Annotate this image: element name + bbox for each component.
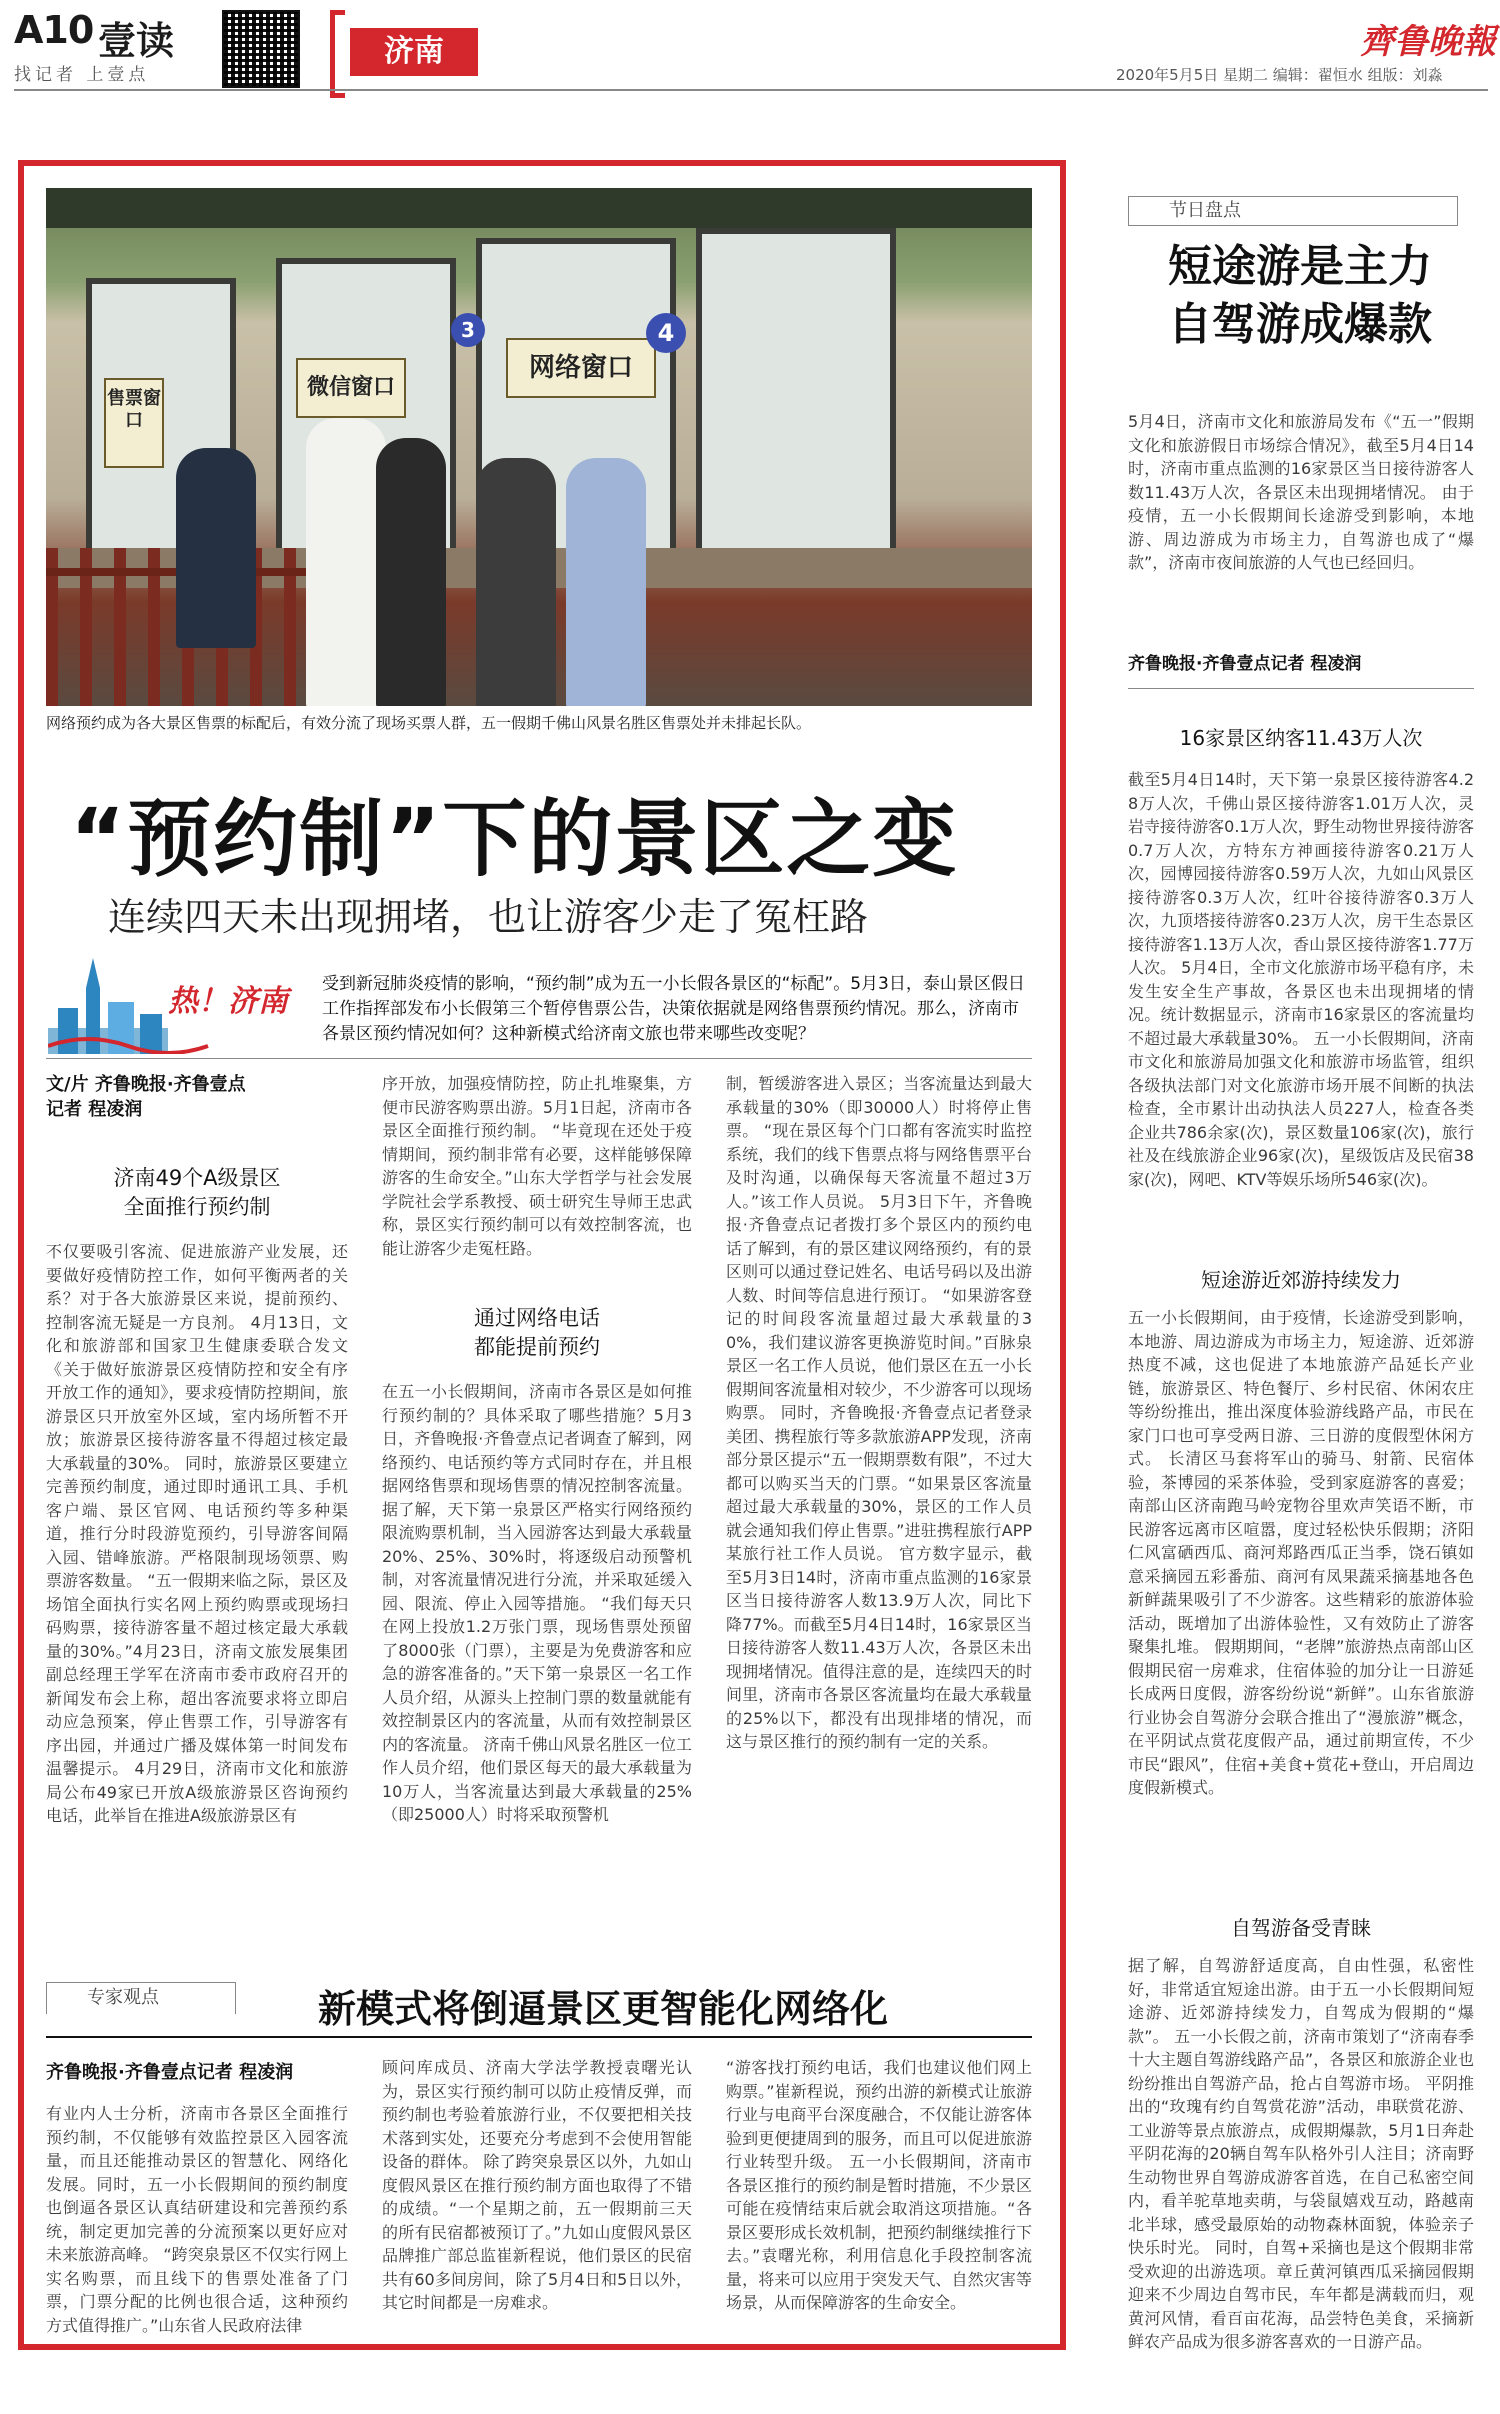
person-silhouette [566,458,646,706]
right-text-1: 截至5月4日14时，天下第一泉景区接待游客4.28万人次，千佛山景区接待游客1.01万人次，灵岩寺接待游客0.1万人次，野生动物世界接待游客0.7万人次，方特东方神画接待游客0.21万人次，园博园接待游客0.59万人次，九如山风景区接待游客0.3万人次，红叶谷接待游客0.3万人次，九顶塔接待游客0.23万人次，房干生态景区接待游客1.13万人次，香山景区接待游客1.77万人次。 5月4日，全市文化旅游市场平稳有序，未发生安全生产事故，各景区也未出现拥堵的情况。统计数据显示，济南市16家景区的客流量均不超过最大承载量30%。 五一小长假期间，济南市文化和旅游局加强文化和旅游市场监管，组织各级执法部门对文化旅游市场开展不间断的执法检查，全市累计出动执法人员227人，检查各类企业共786余家(次)，景区数量106家(次)，旅行社及在线旅游企业96家(次)，星级饭店及民宿38家(次)，网吧、KTV等娱乐场所546家(次)。 [1128,770,1474,1189]
person-silhouette [476,458,556,706]
lede-divider [46,1058,1032,1059]
right-text-3: 据了解，自驾游舒适度高，自由性强，私密性好，非常适宜短途出游。由于五一小长假期间短途游、近郊游持续发力，自驾成为假期的“爆款”。 五一小长假之前，济南市策划了“济南春季十大主题自驾游线路产品”，各景区和旅游企业也纷纷推出自驾游产品，抢占自驾游市场。 平阴推出的“玫瑰有约自驾赏花游”活动，串联赏花游、工业游等景点旅游点，成假期爆款，5月1日奔赴平阴花海的20辆自驾车队格外引人注目；济南野生动物世界自驾游成游客首选，在自己私密空间内，看羊驼草地卖萌，与袋鼠嬉戏互动，路越南北半球，感受最原始的动物森林面貌，体验亲子快乐时光。 同时，自驾+采摘也是这个假期非常受欢迎的出游选项。章丘黄河镇西瓜采摘园假期迎来不少周边自驾市民，车年都是满载而归，观黄河风情，看百亩花海，品尝特色美食，采摘新鲜农产品成为很多游客喜欢的一日游产品。 [1128,1956,1474,2351]
right-subtitle-self-drive: 自驾游备受青睐 [1231,1916,1371,1940]
newspaper-logo: 齊鲁晚報 [1360,22,1496,62]
expert-tag: 专家观点 [46,1982,236,2014]
person-silhouette [306,418,386,706]
right-divider [1128,688,1474,689]
expert-byline: 齐鲁晚报·齐鲁壹点记者 程凌润 [46,2062,294,2083]
window-sign-3: 网络窗口 [506,338,656,398]
page-name: 壹读 [98,19,175,63]
expert-divider [46,2036,1032,2038]
right-headline-line2: 自驾游成爆款 [1168,299,1432,350]
main-headline: “预约制”下的景区之变 [70,790,959,888]
expert-col-2: 顾问库成员、济南大学法学教授袁曙光认为，景区实行预约制可以防止疫情反弹，而预约制也考验着旅游行业，不仅要把相关技术落到实处，还要充分考虑到不会使用智能设备的群体。 除了跨突泉景区以外，九如山度假风景区在推行预约制方面也取得了不错的成绩。“一个星期之前，五一假期前三天的所有民宿都被预订了。”九如山度假风景区品牌推广部总监崔新程说，他们景区的民宿共有60多间房间，除了5月4日和5日以外，其它时间都是一房难求。 [382,2058,692,2312]
window-number-3: 3 [451,313,485,347]
right-subtitle-16-spots: 16家景区纳客11.43万人次 [1179,726,1423,750]
person-silhouette [176,448,256,648]
hot-jinan-label: 热！济南 [168,984,288,1019]
right-headline [1108,238,1492,354]
right-section-tag: 节日盘点 [1128,196,1458,226]
window-sign-2: 微信窗口 [296,358,406,418]
person-silhouette [376,438,446,706]
right-headline-line1: 短途游是主力 [1168,241,1432,292]
right-text-2: 五一小长假期间，由于疫情，长途游受到影响，本地游、周边游成为市场主力，短途游、近郊游热度不减，这也促进了本地旅游产品延长产业链，旅游景区、特色餐厅、乡村民宿、休闲农庄等纷纷推出，推出深度体验游线路产品，市民在家门口也可享受两日游、三日游的度假型休闲方式。 长清区马套将军山的骑马、射箭、民宿体验，茶博园的采茶体验，受到家庭游客的喜爱；南部山区济南跑马岭宠物谷里欢声笑语不断，市民游客远离市区喧嚣，度过轻松快乐假期；济阳仁风富硒西瓜、商河郑路西瓜正当季，饶石镇如意采摘园五彩番茄、商河有凤果蔬采摘基地各色新鲜蔬果吸引了不少游客。这些精彩的旅游体验活动，既增加了出游体验性，又有效防止了游客聚集扎堆。 假期期间，“老牌”旅游热点南部山区假期民宿一房难求，住宿体验的加分让一日游延长成两日度假，游客纷纷说“新鲜”。山东省旅游行业协会自驾游分会联合推出了“漫旅游”概念，在平阴试点赏花度假产品，通过前期宣传，不少市民“跟风”，住宿+美食+赏花+登山，开启周边度假新模式。 [1128,1308,1474,1797]
expert-col-1: 有业内人士分析，济南市各景区全面推行预约制，不仅能够有效监控景区入园客流量，而且还能推动景区的智慧化、网络化发展。同时，五一小长假期间的预约制度也倒逼各景区认真结研建设和完善预约系统，制定更加完善的分流预案以更好应对未来旅游高峰。 “跨突泉景区不仅实行网上实名购票，而且线下的售票处准备了门票，门票分配的比例也很合适，这种预约方式值得推广。”山东省人民政府法律 [46,2104,348,2335]
subtitle-a-level-spots: 济南49个A级景区 全面推行预约制 [113,1166,281,1219]
right-byline: 齐鲁晚报·齐鲁壹点记者 程凌润 [1128,654,1362,674]
sub-nav: 找记者 上壹点 [14,65,150,85]
main-lede: 受到新冠肺炎疫情的影响，“预约制”成为五一小长假各景区的“标配”。5月3日，泰山景区假日工作指挥部发布小长假第三个暂停售票公告，决策依据就是网络售票预约情况。那么，济南市各景区预约情况如何？这种新模式给济南文旅也带来哪些改变呢？ [322,974,1025,1044]
article-col-3: 制，暂缓游客进入景区；当客流量达到最大承载量的30%（即30000人）时将停止售票。 “现在景区每个门口都有客流实时监控系统，我们的线下售票点将与网络售票平台及时沟通，以确保每天客流量不超过3万人。”该工作人员说。 5月3日下午，齐鲁晚报·齐鲁壹点记者拨打多个景区内的预约电话了解到，有的景区建议网络预约，有的景区则可以通过登记姓名、电话号码以及出游人数、时间等信息进行预订。 “如果游客登记的时间段客流量超过最大承载量的30%，我们建议游客更换游览时间。”百脉泉景区一名工作人员说，他们景区在五一小长假期间客流量相对较少，不少游客可以现场购票。 同时，齐鲁晚报·齐鲁壹点记者登录美团、携程旅行等多款旅游APP发现，济南部分景区提示“五一假期票数有限”，不过大都可以购买当天的门票。“如果景区客流量超过最大承载量的30%，景区的工作人员就会通知我们停止售票。”进驻携程旅行APP某旅行社工作人员说。 官方数字显示，截至5月3日14时，济南市重点监测的16家景区当日接待游客人数13.9万人次，同比下降77%。而截至5月4日14时，16家景区当日接待游客人数11.43万人次，各景区未出现拥堵情况。值得注意的是，连续四天的时间里，济南市各景区客流量均在最大承载量的25%以下，都没有出现排堵的情况，而这与景区推行的预约制有一定的关系。 [726,1074,1032,1751]
right-subtitle-short-trips: 短途游近郊游持续发力 [1201,1268,1401,1292]
section-bracket [330,10,345,98]
window-number-4: 4 [646,313,686,353]
main-subhead: 连续四天未出现拥堵，也让游客少走了冤枉路 [108,895,869,939]
subtitle-online-phone: 通过网络电话 都能提前预约 [474,1306,600,1359]
article-col-1: 不仅要吸引客流、促进旅游产业发展，还要做好疫情防控工作，如何平衡两者的关系？对于各大旅游景区来说，提前预约、控制客流无疑是一方良剂。 4月13日，文化和旅游部和国家卫生健康委联合发文《关于做好旅游景区疫情防控和安全有序开放工作的通知》，要求疫情防控期间，旅游景区只开放室外区域，室内场所暂不开放；旅游景区接待游客量不得超过核定最大承载量的30%。 同时，旅游景区要建立完善预约制度，通过即时通讯工具、手机客户端、景区官网、电话预约等多种渠道，推行分时段游览预约，引导游客间隔入园、错峰旅游。严格限制现场领票、购票游客数量。 “五一假期来临之际，景区及场馆全面执行实名网上预约购票或现场扫码购票，接待游客量不超过核定最大承载量的30%。”4月23日，济南文旅发展集团副总经理王学军在济南市委市政府召开的新闻发布会上称，超出客流要求将立即启动应急预案，停止售票工作，引导游客有序出园，并通过广播及媒体第一时间发布温馨提示。 4月29日，济南市文化和旅游局公布49家已开放A级旅游景区咨询预约电话，此举旨在推进A级旅游景区有 [46,1242,348,1825]
qr-code-icon[interactable] [222,10,300,88]
dateline: 2020年5月5日 星期二 编辑：翟恒水 组版：刘淼 [1116,66,1443,84]
byline-author: 文/片 齐鲁晚报·齐鲁壹点 [46,1074,246,1095]
page-number: A10 [14,8,94,52]
article-col-2b: 在五一小长假期间，济南市各景区是如何推行预约制的？具体采取了哪些措施？5月3日，齐鲁晚报·齐鲁壹点记者调查了解到，网络预约、电话预约等方式同时存在，并且根据网络售票和现场售票的情况控制客流量。 据了解，天下第一泉景区严格实行网络预约限流购票机制，当入园游客达到最大承载量20%、25%、30%时，将逐级启动预警机制，对客流量情况进行分流，并采取延缓入园、限流、停止入园等措施。 “我们每天只在网上投放1.2万张门票，现场售票处预留了8000张（门票），主要是为免费游客和应急的游客准备的。”天下第一泉景区一名工作人员介绍，从源头上控制门票的数量就能有效控制景区内的客流量，从而有效控制景区内的客流量。 济南千佛山风景名胜区一位工作人员介绍，他们景区每天的最大承载量为10万人，当客流量达到最大承载量的25%（即25000人）时将采取预警机 [382,1382,692,1824]
section-tag: 济南 [350,28,478,76]
article-col-2: 序开放，加强疫情防控，防止扎堆聚集，方便市民游客购票出游。5月1日起，济南市各景区全面推行预约制。 “毕竟现在还处于疫情期间，预约制非常有必要，这样能够保障游客的生命安全。”山东大学哲学与社会发展学院社会学系教授、硕士研究生导师王忠武称，景区实行预约制可以有效控制客流，也能让游客少走冤枉路。 [382,1074,692,1258]
header-divider [14,89,1488,91]
byline-reporter: 记者 程凌润 [46,1099,143,1120]
window-sign-1: 售票窗口 [104,378,164,468]
photo-caption: 网络预约成为各大景区售票的标配后，有效分流了现场买票人群，五一假期千佛山风景名胜区售票处并未排起长队。 [46,714,812,732]
expert-headline: 新模式将倒逼景区更智能化网络化 [318,1987,889,2031]
ticket-office-photo [46,188,1032,706]
expert-col-3: “游客找打预约电话，我们也建议他们网上购票。”崔新程说，预约出游的新模式让旅游行业与电商平台深度融合，不仅能让游客体验到更便捷周到的服务，而且可以促进旅游行业转型升级。 五一小长假期间，济南市各景区推行的预约制是暂时措施，不少景区可能在疫情结束后就会取消这项措施。“各景区要形成长效机制，把预约制继续推行下去。”袁曙光称，利用信息化手段控制客流量，将来可以应用于突发天气、自然灾害等场景，从而保障游客的生命安全。 [726,2058,1032,2312]
right-lede: 5月4日，济南市文化和旅游局发布《“五一”假期文化和旅游假日市场综合情况》，截至5月4日14时，济南市重点监测的16家景区当日接待游客人数11.43万人次，各景区未出现拥堵情况。 由于疫情，五一小长假期间长途游受到影响，本地游、周边游成为市场主力，自驾游也成了“爆款”，济南市夜间旅游的人气也已经回归。 [1128,412,1474,572]
